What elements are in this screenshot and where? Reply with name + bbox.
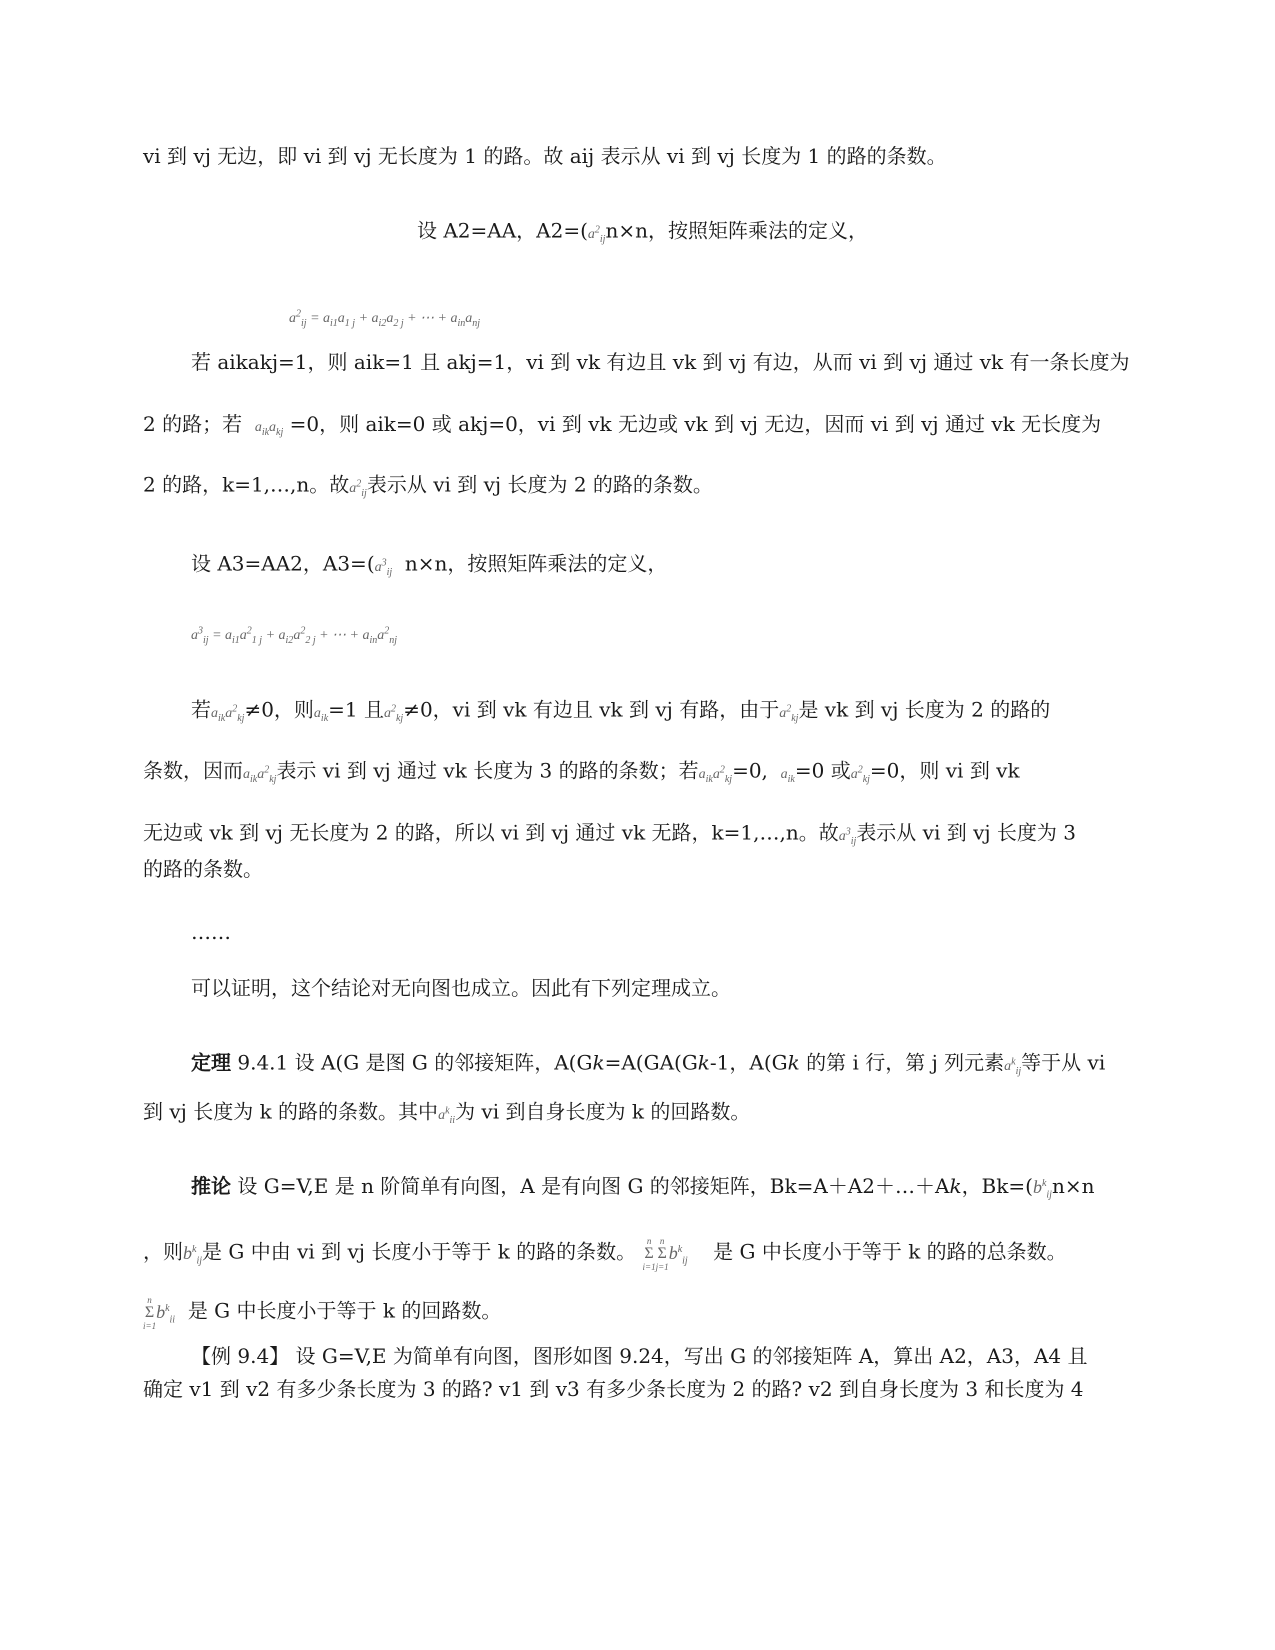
- math-aij2: $a^2_{ij}$: [349, 478, 367, 499]
- text-segment: 设 A3=AA2，A3=(: [191, 551, 375, 576]
- ellipsis: ……: [191, 920, 231, 944]
- math-akj2: $a^2_{kj}$: [383, 703, 404, 724]
- text-segment: ，Bk=(: [961, 1174, 1033, 1198]
- text-segment: 若: [191, 697, 211, 722]
- equation-body: $a^2_{ij} = a_{i1}a_{1 j} + a_{i2}a_{2 j}$ + ⋯ + $a_{in}a_{nj}$: [289, 308, 481, 329]
- text-segment: 等于从 vi: [1021, 1050, 1106, 1075]
- math-bijk: $b^k_{ij}$: [1032, 1177, 1052, 1201]
- text-segment: 表示 vi 到 vj 通过 vk 长度为 3 的路的条数；若: [276, 758, 699, 783]
- paragraph-line: 确定 v1 到 v2 有多少条长度为 3 的路? v1 到 v3 有多少条长度为 2 的路? v2 到自身长度为 3 和长度为 4: [143, 1377, 1084, 1401]
- paragraph-line: [143, 818, 1076, 855]
- equation-body: $a^3_{ij} = a_{i1}a^2_{1 j} + a_{i2}a^2_{2 j}$ + ⋯ + $a_{in}a^2_{nj}$: [191, 625, 398, 646]
- text-segment: k: [787, 1050, 800, 1075]
- paragraph-line: 可以证明，这个结论对无向图也成立。因此有下列定理成立。: [191, 976, 731, 1000]
- math-aikakj: $a_{ik}a_{kj}$: [254, 420, 284, 438]
- text-segment: =A(GA(G: [604, 1050, 698, 1075]
- text-segment: 设 A2=AA，A2=(: [417, 218, 588, 243]
- math-aik: $a_{ik}$: [313, 705, 329, 724]
- math-aij2: $a^2_{ij}$: [587, 224, 606, 245]
- text-segment: k: [697, 1050, 710, 1075]
- text-segment: 的第 i 行，第 j 列元素: [799, 1050, 1005, 1075]
- text-segment: =0，则 aik=0 或 akj=0，vi 到 vk 无边或 vk 到 vj 无边，因而 vi 到 vj 通过 vk 无长度为: [289, 412, 1102, 436]
- math-aikakj2: $a_{ik}a^2_{kj}$: [243, 764, 277, 785]
- text-segment: -1，A(G: [709, 1050, 788, 1075]
- equation-a3: [191, 617, 397, 654]
- paragraph-line: [143, 1292, 501, 1334]
- text-segment: 9.4.1 设 A(G 是图 G 的邻接矩阵，A(G: [231, 1050, 593, 1075]
- text-segment: 是 G 中由 vi 到 vj 长度小于等于 k 的路的条数。: [202, 1239, 637, 1264]
- text-segment: =1 且: [328, 697, 384, 722]
- math-aikakj2: $a_{ik}a^2_{kj}$: [698, 764, 733, 785]
- text-segment: 为 vi 到自身长度为 k 的回路数。: [455, 1099, 751, 1124]
- paragraph-line: vi 到 vj 无边，即 vi 到 vj 无长度为 1 的路。故 aij 表示从 vi 到 vj 长度为 1 的路的条数。: [143, 144, 947, 168]
- math-biik: $b^k_{ii}$: [156, 1301, 176, 1326]
- text-segment: n×n，按照矩阵乘法的定义，: [404, 551, 668, 576]
- example-label: 【例 9.4】: [191, 1344, 290, 1368]
- equation-a2: [289, 300, 480, 337]
- text-segment: n×n，按照矩阵乘法的定义，: [605, 218, 868, 243]
- math-aik: $a_{ik}$: [780, 766, 795, 785]
- paragraph-line: [143, 756, 1020, 793]
- theorem-line: [191, 1048, 1105, 1085]
- text-segment: 表示从 vi 到 vj 长度为 3: [856, 820, 1077, 845]
- math-aij3: $a^3_{ij}$: [838, 826, 857, 847]
- paragraph-line: [143, 410, 1101, 447]
- paragraph-line: [191, 549, 667, 586]
- paragraph-line: 若 aikakj=1，则 aik=1 且 akj=1，vi 到 vk 有边且 vk 到 vj 有边，从而 vi 到 vj 通过 vk 有一条长度为: [191, 350, 1130, 374]
- math-akj2: $a^2_{kj}$: [779, 703, 799, 724]
- text-segment: 设 G=V,E 为简单有向图，图形如图 9.24，写出 G 的邻接矩阵 A，算出 A2，A3，A4 且: [289, 1344, 1088, 1368]
- text-segment: k: [949, 1174, 962, 1198]
- text-segment: 无边或 vk 到 vj 无长度为 2 的路，所以 vi 到 vj 通过 vk 无路，k=1,…,n。故: [143, 820, 839, 845]
- paragraph-line: 的路的条数。: [143, 857, 263, 881]
- text-segment: 是 G 中长度小于等于 k 的路的总条数。: [713, 1239, 1067, 1264]
- math-aij3: $a^3_{ij}$: [374, 557, 393, 578]
- math-bijk: $b^k_{ij}$: [668, 1242, 688, 1267]
- math-double-sum: n Σ i=1: [642, 1236, 656, 1272]
- theorem-label: 定理: [191, 1050, 231, 1075]
- text-segment: =0,: [732, 758, 768, 783]
- math-aijk: $a^k_{ij}$: [1004, 1056, 1022, 1077]
- paragraph-line: [191, 695, 1050, 732]
- text-segment: 条数，因而: [143, 758, 243, 783]
- text-segment: n×n: [1051, 1174, 1095, 1198]
- paragraph-line: [143, 1097, 750, 1134]
- text-segment: ，则: [143, 1239, 183, 1264]
- math-akj2: $a^2_{kj}$: [850, 764, 870, 785]
- paragraph-line: [143, 470, 713, 507]
- text-segment: 2 的路，k=1,…,n。故: [143, 472, 350, 497]
- paragraph-line: [417, 216, 868, 253]
- text-segment: 是 vk 到 vj 长度为 2 的路的: [798, 697, 1051, 722]
- text-segment: k: [592, 1050, 605, 1075]
- text-segment: 2 的路；若: [143, 412, 243, 436]
- corollary-line: [191, 1170, 1095, 1210]
- math-aiik: $a^k_{ii}$: [438, 1105, 456, 1126]
- text-segment: =0，则 vi 到 vk: [869, 758, 1020, 783]
- math-aikakj2: $a_{ik}a^2_{kj}$: [211, 703, 245, 724]
- math-sum: n Σ i=1: [143, 1295, 157, 1331]
- example-line: [191, 1342, 1087, 1370]
- text-segment: ≠0，则: [244, 697, 314, 722]
- text-segment: 表示从 vi 到 vj 长度为 2 的路的条数。: [366, 472, 713, 497]
- math-bijk: $b^k_{ij}$: [183, 1242, 203, 1267]
- corollary-label: 推论: [191, 1174, 231, 1198]
- text-segment: 到 vj 长度为 k 的路的条数。其中: [143, 1099, 439, 1124]
- text-segment: 是 G 中长度小于等于 k 的回路数。: [187, 1298, 502, 1323]
- paragraph-line: [143, 1233, 1067, 1275]
- text-segment: 设 G=V,E 是 n 阶简单有向图，A 是有向图 G 的邻接矩阵，Bk=A＋A2＋…＋A: [231, 1174, 950, 1198]
- text-segment: ≠0，vi 到 vk 有边且 vk 到 vj 有路，由于: [403, 697, 780, 722]
- text-segment: =0 或: [794, 758, 851, 783]
- math-double-sum: n Σ j=1: [655, 1236, 669, 1272]
